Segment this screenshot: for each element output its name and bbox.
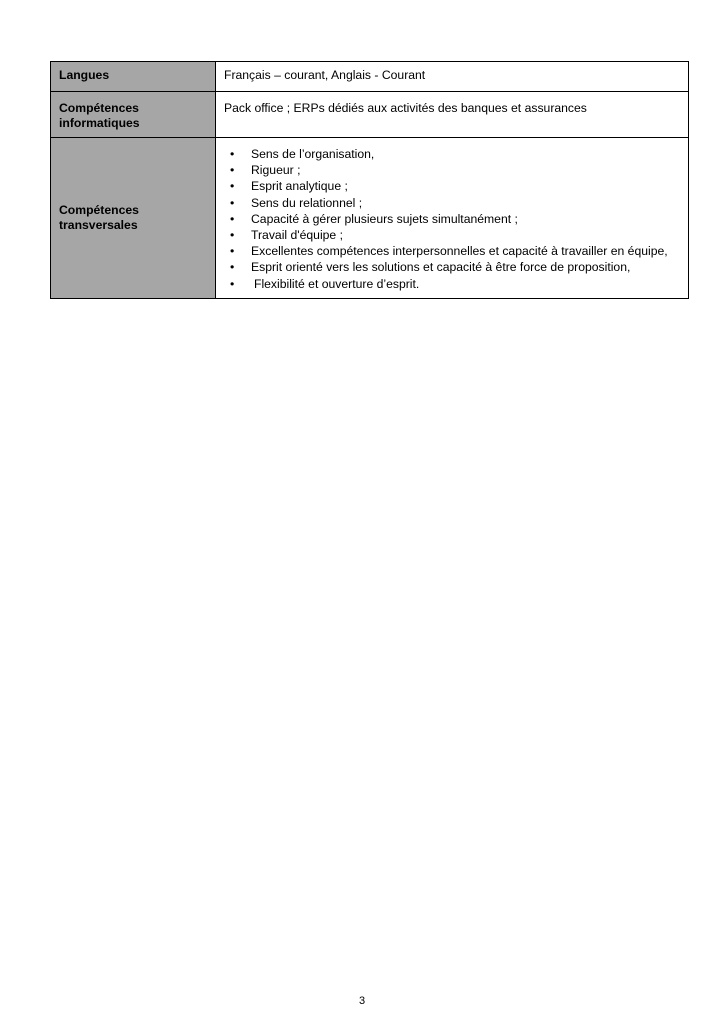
list-item-text: Flexibilité et ouverture d’esprit. (254, 276, 420, 291)
page-number: 3 (358, 995, 366, 1007)
skills-table (50, 61, 689, 299)
label-line-1: Compétences (59, 202, 139, 217)
list-item (224, 276, 682, 292)
list-item (224, 227, 682, 243)
list-item-text: Sens du relationnel ; (251, 195, 363, 210)
list-item-text: Sens de l’organisation, (251, 147, 375, 161)
value-langues: Français – courant, Anglais - Courant (216, 62, 689, 92)
list-item (224, 211, 682, 227)
value-competences-transversales (216, 138, 689, 299)
list-item-text: Excellentes compétences interpersonnelles et capacité à travailler en équipe, (251, 244, 668, 259)
table-row-competences-transversales (51, 138, 689, 299)
bullet-icon: • (230, 179, 235, 194)
bullet-icon: • (230, 260, 235, 275)
list-item (224, 195, 682, 211)
bullet-list (224, 146, 682, 292)
list-item (224, 243, 682, 259)
bullet-icon: • (230, 147, 235, 161)
label-line-1: Compétences (59, 101, 139, 115)
bullet-icon: • (230, 228, 235, 243)
bullet-icon: • (230, 163, 235, 178)
label-line-2: informatiques (59, 116, 140, 130)
value-competences-informatiques: Pack office ; ERPs dédiés aux activités des banques et assurances (216, 92, 689, 138)
list-item (224, 162, 682, 178)
list-item-text: Esprit analytique ; (251, 179, 348, 194)
bullet-icon: • (230, 195, 235, 210)
label-competences-transversales (51, 138, 216, 299)
list-item-text: Capacité à gérer plusieurs sujets simultanément ; (251, 211, 518, 226)
list-item (224, 259, 682, 275)
bullet-icon: • (230, 244, 235, 259)
list-item-text: Travail d'équipe ; (251, 228, 343, 243)
list-item (224, 178, 682, 194)
bullet-icon: • (230, 276, 235, 291)
list-item (224, 146, 682, 162)
table-row-competences-informatiques (51, 92, 689, 138)
bullet-icon: • (230, 211, 235, 226)
label-competences-informatiques (51, 92, 216, 138)
table-row-langues (51, 62, 689, 92)
list-item-text: Rigueur ; (251, 163, 301, 178)
label-langues: Langues (51, 62, 216, 92)
label-line-2: transversales (59, 217, 138, 232)
list-item-text: Esprit orienté vers les solutions et capacité à être force de proposition, (251, 260, 631, 275)
